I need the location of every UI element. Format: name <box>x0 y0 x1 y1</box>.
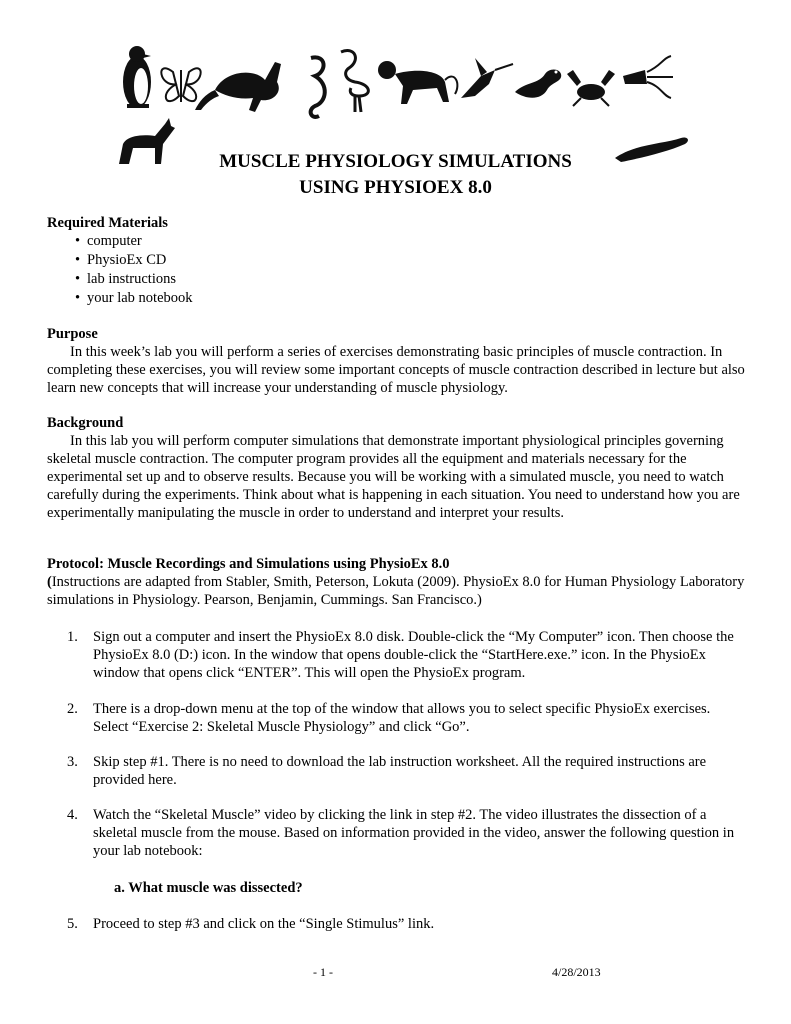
penguin-icon <box>123 46 151 108</box>
hummingbird-icon <box>461 58 513 98</box>
step-text: Watch the “Skeletal Muscle” video by clicking the link in step #2. The video illustrates the dissection of a skeletal muscle from the mouse. Based on information provided in the video, answer the following question in your lab notebook: <box>93 807 735 859</box>
step-number: 3. <box>67 754 78 770</box>
step-number: 2. <box>67 701 78 717</box>
question-a: a. What muscle was dissected? <box>114 880 303 896</box>
lizard-icon <box>515 70 561 98</box>
page-number: - 1 - <box>313 965 333 979</box>
title-line-1: MUSCLE PHYSIOLOGY SIMULATIONS <box>219 151 572 172</box>
flamingo-icon <box>341 51 368 112</box>
protocol-heading: Protocol: Muscle Recordings and Simulations using PhysioEx 8.0 <box>47 556 450 572</box>
step-number: 5. <box>67 916 78 932</box>
list-item: • PhysioEx CD <box>47 251 747 270</box>
crab-icon <box>567 70 615 106</box>
footer-date: 4/28/2013 <box>552 965 601 979</box>
step-text: Sign out a computer and insert the PhysioEx 8.0 disk. Double-click the “My Computer” icon. Then choose the PhysioEx 8.0 (D:) icon. In the window that opens double-click the “StartHere.exe.” icon. In the PhysioEx window that opens click “ENTER”. This will open the PhysioEx program. <box>93 629 734 681</box>
seahorse-icon <box>311 57 325 117</box>
background-heading: Background <box>47 415 124 431</box>
paren-open: ( <box>47 574 52 590</box>
monkey-icon <box>378 61 457 104</box>
purpose-text: In this week’s lab you will perform a series of exercises demonstrating basic principles of muscle contraction. In completing these exercises, you will review some important concepts of muscle contraction described in lecture but also learn new concepts that will increase your understanding of muscle physiology. <box>47 344 745 396</box>
step-text: Proceed to step #3 and click on the “Single Stimulus” link. <box>93 916 435 932</box>
materials-list <box>47 232 747 308</box>
purpose-section <box>47 325 747 397</box>
kangaroo-icon <box>195 62 281 112</box>
title-line-2: USING PHYSIOEX 8.0 <box>299 177 492 198</box>
list-item: • computer <box>47 232 747 251</box>
purpose-heading: Purpose <box>47 326 98 342</box>
step-number: 1. <box>67 629 78 645</box>
list-item: • your lab notebook <box>47 289 747 308</box>
background-section <box>47 414 747 522</box>
protocol-note <box>47 573 747 609</box>
protocol-note-text: Instructions are adapted from Stabler, Smith, Peterson, Lokuta (2009). PhysioEx 8.0 for Human Physiology Laboratory simulations in Physiology. Pearson, Benjamin, Cummings. San Francisco.) <box>47 574 745 608</box>
squid-icon <box>623 56 673 98</box>
list-item: • lab instructions <box>47 270 747 289</box>
step-number: 4. <box>67 807 78 823</box>
background-text: In this lab you will perform computer simulations that demonstrate important physiological principles governing skeletal muscle contraction. The computer program provides all the equipment and materials necessary for the experimental set up and to observe results. Because you will be working with a simulated muscle, you need to watch carefully during the experiments. Think about what is happening in each situation. You need to understand how you are experimentally manipulating the muscle in order to understand and interpret your results. <box>47 433 740 521</box>
step-text: Skip step #1. There is no need to download the lab instruction worksheet. All the required instructions are provided here. <box>93 754 707 788</box>
protocol-section <box>47 555 747 609</box>
materials-section <box>47 214 747 308</box>
materials-heading: Required Materials <box>47 215 168 231</box>
step-text: There is a drop-down menu at the top of the window that allows you to select specific PhysioEx exercises. Select “Exercise 2: Skeletal Muscle Physiology” and click “Go”. <box>93 701 711 735</box>
butterfly-icon <box>161 68 200 102</box>
